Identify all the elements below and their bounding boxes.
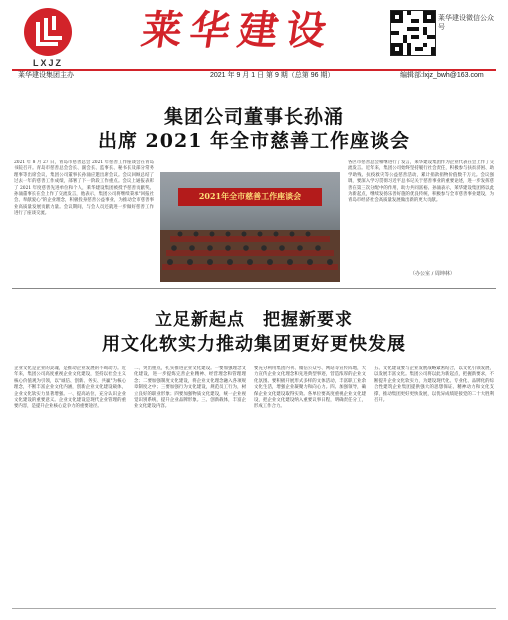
article1-headline-line1: 集团公司董事长孙涌 (163, 106, 344, 128)
section-divider (12, 288, 496, 289)
article1-credit: （办公室 / 周坤林） (410, 271, 455, 277)
article1-body-left: 2021 年 8 月 27 日，青岛市慈善总会 2021 年慈善工作座谈会在青岛书院召开。青岛市慈善总会会长、副会长、监事长、秘书长及部分常务理事等出席会议，集团公司董事长孙涌应邀出席会议。会议回顾总结了过去一年的慈善工作成绩，部署了下一阶段工作重点。会议上通报表彰了 2021 年度慈善先进单位和个人，莱华建设集团被授予慈善贡献奖。孙涌董事长在会上作了交流发言，他表示，集团公司将继续秉承"回报社会、奉献爱心"的企业理念，积极投身慈善公益事业，为推动全市慈善事业高质量发展贡献力量。会议期间，与会人员还就进一步做好慈善工作进行了座谈交流。 (14, 160, 154, 217)
article1-headline-line2: 出席 2021 年全市慈善工作座谈会 (97, 130, 411, 152)
editor-email: 编辑部:lxjz_bwh@163.com (400, 72, 484, 79)
article2-body-col2: 二、突出重点，扎实推进企业文化建设。一要加强理念文化建设，进一步提炼完善企业精神、经营理念和管理理念；二要加强制度文化建设，将企业文化理念融入各项规章制度之中；三要加强行为文化建设，规范员工行为，树立良好的职业形象；四要加强物质文化建设，统一企业视觉识别系统，提升企业品牌形象。三、创新载体，丰富企业文化建设内容。 (134, 366, 246, 410)
meeting-seats-graphic (160, 230, 340, 282)
meeting-photo (160, 172, 340, 282)
qr-code-icon (390, 10, 436, 56)
article2-body-col3: 要充分利用集团内刊、微信公众号、网站等宣传阵地，大力宣传企业文化理念和先进典型事迹，营造浓厚的企业文化氛围。要积极开展形式多样的文体活动，丰富职工业余文化生活，增强企业凝聚力和向心力。四、加强领导，确保企业文化建设取得实效。各单位要高度重视企业文化建设，把企业文化建设纳入重要议事日程，明确责任分工，形成工作合力。 (254, 366, 366, 410)
article2-body-col4: 五、文化建设要与企业发展战略紧密结合，以文化引领发展，以发展丰富文化。集团公司将以此为新起点，把握新要求，不断提升企业文化软实力，为建设现代化、专业化、品牌化的综合性建筑企业集团提供强大的思想保证、精神动力和文化支撑，推动集团更好更快发展，以优异成绩迎接党的二十大胜利召开。 (374, 366, 494, 404)
article2-headline-line1: 立足新起点 把握新要求 (155, 310, 353, 330)
article2-body-col1: 企业文化是企业的灵魂，是推动企业发展的不竭动力。近年来，集团公司高度重视企业文化建设，坚持以社会主义核心价值观为引领，以"诚信、创新、务实、共赢"为核心理念，不断丰富企业文化内涵，创新企业文化建设载体，企业文化软实力显著增强。一、提高站位，充分认识企业文化建设的重要意义。企业文化建设是现代企业管理的重要内容，是提升企业核心竞争力的重要途径。 (14, 366, 126, 410)
masthead (0, 0, 508, 80)
qr-caption: 莱华建设微信公众号 (438, 15, 494, 31)
article2-headline-line2: 用文化软实力推动集团更好更快发展 (102, 334, 406, 355)
logo-text: LXJZ (32, 58, 63, 68)
article1-body-right: 各区市慈善总会相继进行了发言，莱华建设集团作为企业代表在会上作了交流发言。近年来，集团公司始终坚持履行社会责任，积极参与扶贫济困、助学助残、抗疫救灾等公益慈善活动，累计捐款捐物价值数千万元。会议强调，要深入学习贯彻习近平总书记关于慈善事业的重要论述，进一步发挥慈善在第三次分配中的作用，助力共同富裕。孙涌表示，莱华建设集团将以此为新起点，继续发扬乐善好施的优良传统，积极参与全市慈善事业建设，为青岛市经济社会高质量发展做出新的更大贡献。 (348, 160, 494, 204)
issue-info: 2021 年 9 月 1 日 第 9 期（总第 96 期） (210, 72, 335, 79)
sponsor-line: 莱华建设集团主办 (18, 72, 74, 79)
photo-banner-text: 2021年全市慈善工作座谈会 (198, 191, 302, 201)
paper-title: 莱华建设 (138, 7, 338, 54)
bottom-rule (12, 608, 496, 609)
company-logo-icon (24, 8, 72, 56)
